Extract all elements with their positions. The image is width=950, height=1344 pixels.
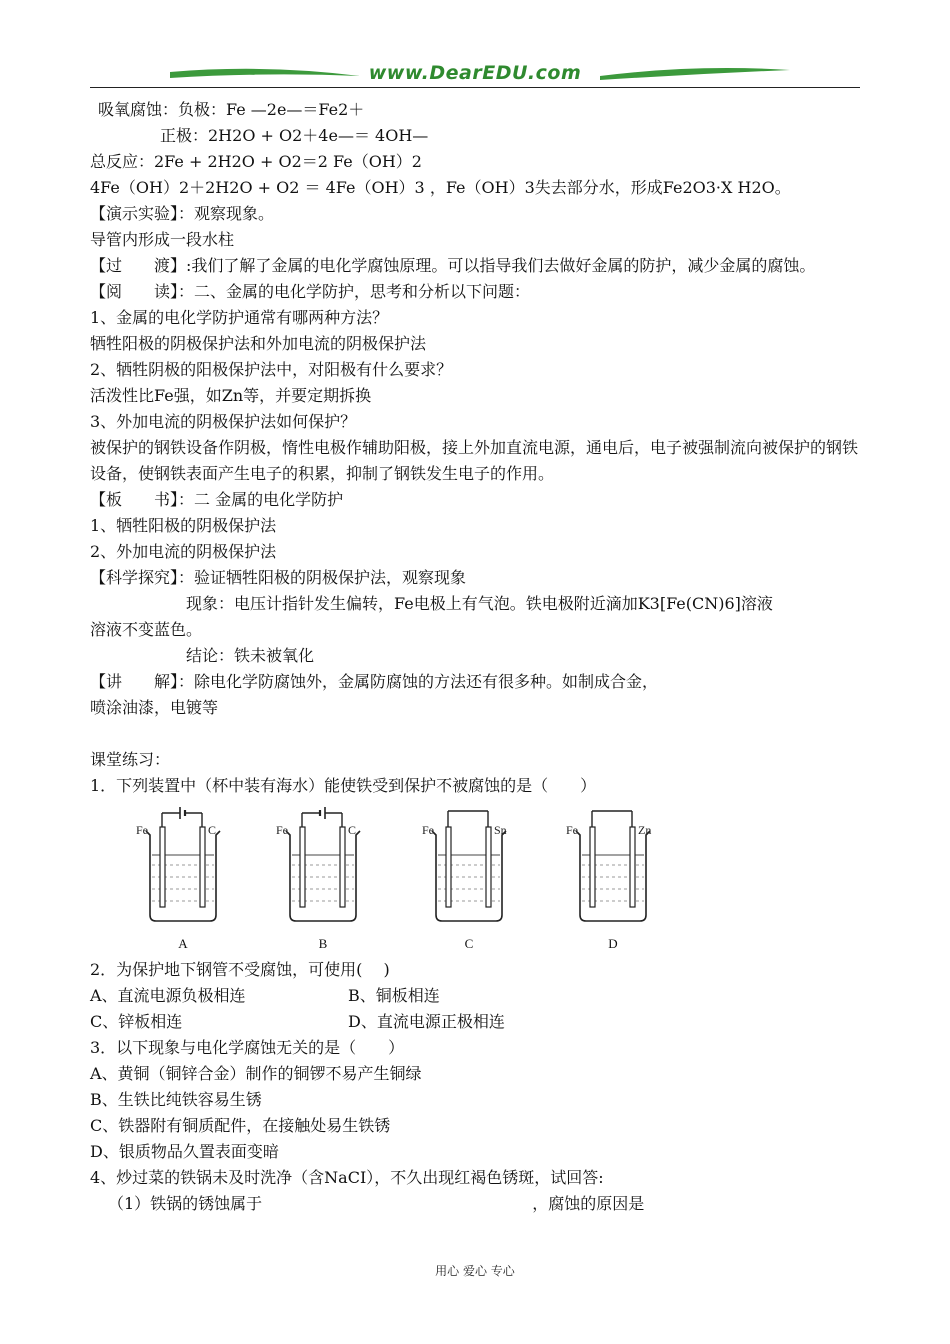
electrode-label-left: Fe [136, 823, 148, 837]
text-line: 1、牺牲阳极的阴极保护法 [90, 516, 277, 535]
beaker-b [268, 805, 378, 955]
blank-line [90, 721, 862, 747]
text-line: 吸氧腐蚀：负极：Fe —2e—＝Fe2＋ [98, 100, 365, 119]
text-line: 总反应：2Fe + 2H2O + O2＝2 Fe（OH）2 [90, 152, 422, 171]
option-b: B、铜板相连 [348, 986, 440, 1005]
option-row [90, 983, 862, 1009]
beaker-d [558, 805, 668, 955]
question-line: 2．为保护地下钢管不受腐蚀，可使用( ) [90, 960, 390, 979]
brand-logo: www.DearEDU.com [368, 62, 582, 84]
document-body [90, 97, 862, 1217]
electrode-label-right: Sn [494, 823, 507, 837]
sub-question-prefix: （1）铁锅的锈蚀属于 [108, 1194, 263, 1213]
electrode-label-left: Fe [422, 823, 434, 837]
text-line: 2、外加电流的阴极保护法 [90, 542, 277, 561]
text-line: 导管内形成一段水柱 [90, 230, 235, 249]
section-label: 【阅 读】：二、金属的电化学防护，思考和分析以下问题： [90, 282, 531, 301]
electrode-label-right: Zn [638, 823, 652, 837]
option-letter: D [608, 936, 618, 951]
answer-line: 活泼性比Fe强，如Zn等，并要定期拆换 [90, 386, 372, 405]
answer-line: 牺牲阳极的阴极保护法和外加电流的阴极保护法 [90, 334, 427, 353]
option-letter: B [318, 936, 328, 951]
text-line: 现象：电压计指针发生偏转，Fe电极上有气泡。铁电极附近滴加K3[Fe(CN)6]溶液 [186, 594, 773, 613]
section-label: 【讲 解】：除电化学防腐蚀外，金属防腐蚀的方法还有很多种。如制成合金， [90, 672, 659, 691]
section-label: 【演示实验】：观察现象。 [90, 204, 275, 223]
sub-question-suffix: ，腐蚀的原因是 [532, 1194, 645, 1213]
question-line: 3、外加电流的阴极保护法如何保护？ [90, 412, 357, 431]
option-a: A、黄铜（铜锌合金）制作的铜锣不易产生铜绿 [90, 1064, 422, 1083]
beaker-c [414, 805, 524, 955]
answer-paragraph: 被保护的钢铁设备作阴极，惰性电极作辅助阳极，接上外加直流电源，通电后，电子被强制流向被保护的钢铁设备，使钢铁表面产生电子的积累，抑制了钢铁发生电子的作用。 [90, 438, 859, 483]
section-label: 【科学探究】：验证牺牲阳极的阴极保护法，观察现象 [90, 568, 467, 587]
option-d: D、直流电源正极相连 [348, 1012, 505, 1031]
sub-question-line [90, 1191, 862, 1217]
header-divider [90, 87, 860, 88]
brand-swoosh-right-icon [600, 66, 790, 82]
text-paragraph: 【过 渡】:我们了解了金属的电化学腐蚀原理。可以指导我们去做好金属的防护，减少金属的腐蚀。 [90, 256, 816, 275]
option-a: A、直流电源负极相连 [90, 986, 246, 1005]
question-line: 3．以下现象与电化学腐蚀无关的是（ ） [90, 1038, 405, 1057]
option-b: B、生铁比纯铁容易生锈 [90, 1090, 262, 1109]
exercise-heading: 课堂练习： [90, 750, 171, 769]
question-line: 1．下列装置中（杯中装有海水）能使铁受到保护不被腐蚀的是（ ） [90, 776, 597, 795]
text-line: 结论：铁未被氧化 [186, 646, 315, 665]
option-c: C、铁器附有铜质配件，在接触处易生铁锈 [90, 1116, 391, 1135]
option-letter: C [464, 936, 474, 951]
question-line: 1、金属的电化学防护通常有哪两种方法？ [90, 308, 389, 327]
option-row [90, 1009, 862, 1035]
electrode-label-right: C [348, 823, 357, 837]
page-header [90, 58, 860, 90]
electrode-label-left: Fe [276, 823, 288, 837]
text-line: 溶液不变蓝色。 [90, 620, 203, 639]
question-line: 2、牺牲阴极的阳极保护法中，对阳极有什么要求？ [90, 360, 453, 379]
page-footer: 用心 爱心 专心 [435, 1264, 515, 1278]
question-line: 4、炒过菜的铁锅未及时洗净（含NaCI），不久出现红褐色锈斑，试回答: [90, 1168, 604, 1187]
option-c: C、锌板相连 [90, 1012, 183, 1031]
beaker-a [128, 805, 238, 955]
option-d: D、银质物品久置表面变暗 [90, 1142, 279, 1161]
section-label: 【板 书】：二 金属的电化学防护 [90, 490, 344, 509]
electrode-label-left: Fe [566, 823, 578, 837]
electrode-label-right: C [208, 823, 217, 837]
beaker-figure [128, 805, 688, 955]
text-line: 4Fe（OH）2＋2H2O + O2 ＝ 4Fe（OH）3 ，Fe（OH）3失去部分水，形成Fe2O3·X H2O。 [90, 178, 791, 197]
option-letter: A [178, 936, 188, 951]
text-line: 喷涂油漆，电镀等 [90, 698, 219, 717]
text-line: 正极：2H2O + O2＋4e—＝ 4OH— [160, 126, 429, 145]
